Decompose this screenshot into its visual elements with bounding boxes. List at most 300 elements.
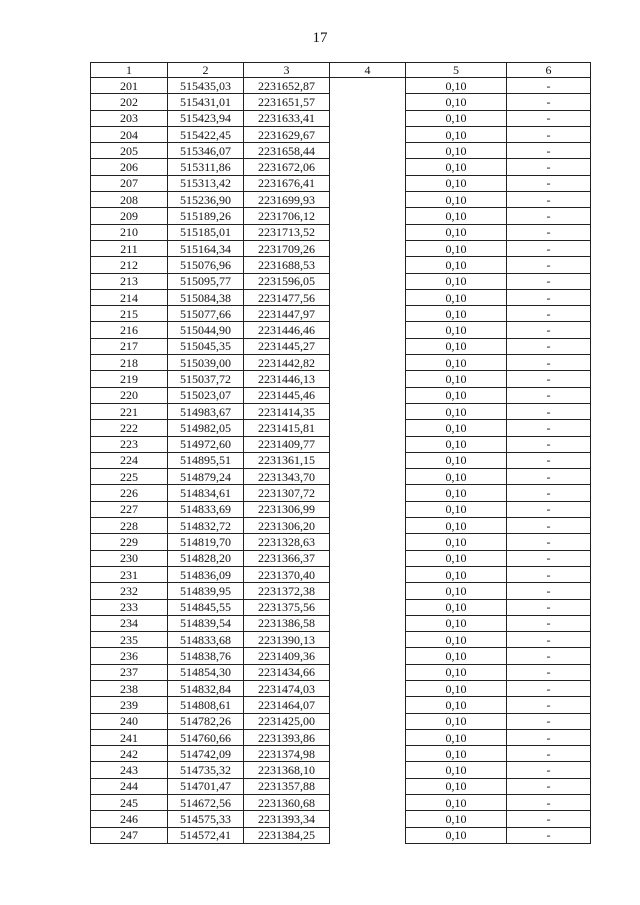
table-cell: 2231713,52 <box>244 224 330 240</box>
table-cell: 231 <box>91 566 168 582</box>
table-cell: 2231474,03 <box>244 680 330 696</box>
table-cell <box>330 680 406 696</box>
table-cell: 2231343,70 <box>244 469 330 485</box>
table-cell: 209 <box>91 208 168 224</box>
table-cell: 0,10 <box>406 436 507 452</box>
table-cell <box>330 355 406 371</box>
table-cell: 2231699,93 <box>244 192 330 208</box>
column-header: 1 <box>91 63 168 78</box>
table-cell: - <box>507 306 591 322</box>
table-cell: - <box>507 159 591 175</box>
table-row <box>91 322 591 338</box>
table-cell: 515039,00 <box>168 355 244 371</box>
table-cell: 225 <box>91 469 168 485</box>
table-cell: 515084,38 <box>168 289 244 305</box>
table-cell <box>330 501 406 517</box>
table-cell: 514879,24 <box>168 469 244 485</box>
table-cell: - <box>507 811 591 827</box>
column-header: 6 <box>507 63 591 78</box>
table-row <box>91 355 591 371</box>
table-cell: 0,10 <box>406 208 507 224</box>
table-row <box>91 175 591 191</box>
table-row <box>91 387 591 403</box>
table-cell: 210 <box>91 224 168 240</box>
table-cell <box>330 273 406 289</box>
table-cell: - <box>507 469 591 485</box>
table-cell: - <box>507 371 591 387</box>
table-cell: - <box>507 452 591 468</box>
table-cell: 0,10 <box>406 240 507 256</box>
table-cell: 2231477,56 <box>244 289 330 305</box>
table-cell: 219 <box>91 371 168 387</box>
table-cell: - <box>507 78 591 94</box>
table-cell: 514572,41 <box>168 827 244 843</box>
table-cell: 0,10 <box>406 664 507 680</box>
table-row <box>91 420 591 436</box>
table-cell: 202 <box>91 94 168 110</box>
table-cell: 2231386,58 <box>244 615 330 631</box>
table-cell: 211 <box>91 240 168 256</box>
table-row <box>91 338 591 354</box>
table-cell <box>330 192 406 208</box>
table-cell: 0,10 <box>406 224 507 240</box>
table-cell: 514701,47 <box>168 778 244 794</box>
table-cell: 206 <box>91 159 168 175</box>
table-cell: 2231464,07 <box>244 697 330 713</box>
table-body <box>91 78 591 844</box>
table-cell <box>330 403 406 419</box>
table-cell: 0,10 <box>406 762 507 778</box>
table-row <box>91 469 591 485</box>
table-cell: 514833,68 <box>168 632 244 648</box>
table-cell: 514834,61 <box>168 485 244 501</box>
table-row <box>91 713 591 729</box>
table-cell: 0,10 <box>406 795 507 811</box>
table-cell <box>330 632 406 648</box>
table-cell: 228 <box>91 518 168 534</box>
table-cell: 0,10 <box>406 566 507 582</box>
table-cell: 220 <box>91 387 168 403</box>
table-cell: - <box>507 615 591 631</box>
table-cell: 2231393,86 <box>244 729 330 745</box>
table-row <box>91 615 591 631</box>
table-cell: - <box>507 778 591 794</box>
table-cell <box>330 648 406 664</box>
table-cell <box>330 746 406 762</box>
table-cell: 514845,55 <box>168 599 244 615</box>
table-cell: 514838,76 <box>168 648 244 664</box>
table-row <box>91 94 591 110</box>
table-cell: 0,10 <box>406 469 507 485</box>
table-cell: 2231447,97 <box>244 306 330 322</box>
table-cell: 515045,35 <box>168 338 244 354</box>
table-cell: - <box>507 273 591 289</box>
table-row <box>91 778 591 794</box>
table-cell: 241 <box>91 729 168 745</box>
table-cell: 242 <box>91 746 168 762</box>
table-cell: - <box>507 746 591 762</box>
table-cell <box>330 78 406 94</box>
table-cell: 514735,32 <box>168 762 244 778</box>
table-cell: 212 <box>91 257 168 273</box>
table-row <box>91 159 591 175</box>
table-cell: 227 <box>91 501 168 517</box>
table-cell: 0,10 <box>406 518 507 534</box>
table-cell: 514839,95 <box>168 583 244 599</box>
table-cell: 514836,09 <box>168 566 244 582</box>
table-cell: 245 <box>91 795 168 811</box>
table-row <box>91 648 591 664</box>
table-cell: 207 <box>91 175 168 191</box>
table-cell: 2231366,37 <box>244 550 330 566</box>
table-cell <box>330 485 406 501</box>
table-cell <box>330 289 406 305</box>
table-cell: 0,10 <box>406 78 507 94</box>
table-cell: 0,10 <box>406 355 507 371</box>
table-cell: 0,10 <box>406 729 507 745</box>
table-cell: 0,10 <box>406 273 507 289</box>
table-cell <box>330 811 406 827</box>
table-cell: 229 <box>91 534 168 550</box>
table-row <box>91 126 591 142</box>
table-cell: 515236,90 <box>168 192 244 208</box>
table-row <box>91 192 591 208</box>
table-cell <box>330 420 406 436</box>
table-cell: 514828,20 <box>168 550 244 566</box>
table-cell <box>330 94 406 110</box>
table-cell: - <box>507 355 591 371</box>
table-cell: 2231633,41 <box>244 110 330 126</box>
table-cell: 0,10 <box>406 175 507 191</box>
table-cell: - <box>507 322 591 338</box>
table-cell: 226 <box>91 485 168 501</box>
table-cell <box>330 599 406 615</box>
table-cell: 514819,70 <box>168 534 244 550</box>
table-cell: - <box>507 583 591 599</box>
table-cell: 0,10 <box>406 746 507 762</box>
table-cell: 2231652,87 <box>244 78 330 94</box>
table-cell: 2231393,34 <box>244 811 330 827</box>
table-cell: 0,10 <box>406 289 507 305</box>
table-cell: - <box>507 713 591 729</box>
table-cell: - <box>507 648 591 664</box>
table-cell: 215 <box>91 306 168 322</box>
table-row <box>91 273 591 289</box>
table-cell: 515076,96 <box>168 257 244 273</box>
column-header: 2 <box>168 63 244 78</box>
column-header: 5 <box>406 63 507 78</box>
table-cell: 515023,07 <box>168 387 244 403</box>
table-cell: 514839,54 <box>168 615 244 631</box>
table-cell: - <box>507 338 591 354</box>
table-cell: - <box>507 680 591 696</box>
table-row <box>91 501 591 517</box>
table-row <box>91 403 591 419</box>
table-row <box>91 746 591 762</box>
table-cell: 515422,45 <box>168 126 244 142</box>
table-cell: 0,10 <box>406 143 507 159</box>
table-cell: 0,10 <box>406 371 507 387</box>
table-cell: 0,10 <box>406 110 507 126</box>
table-row <box>91 452 591 468</box>
table-row <box>91 811 591 827</box>
table-cell: 208 <box>91 192 168 208</box>
table-row <box>91 680 591 696</box>
table-cell: 244 <box>91 778 168 794</box>
table-cell: 0,10 <box>406 501 507 517</box>
table-cell <box>330 110 406 126</box>
table-cell: 515037,72 <box>168 371 244 387</box>
table-cell <box>330 615 406 631</box>
table-cell: 0,10 <box>406 648 507 664</box>
column-header: 4 <box>330 63 406 78</box>
table-row <box>91 583 591 599</box>
table-cell: 230 <box>91 550 168 566</box>
table-cell: 514833,69 <box>168 501 244 517</box>
table-row <box>91 371 591 387</box>
table-cell: 0,10 <box>406 403 507 419</box>
table-cell: 0,10 <box>406 778 507 794</box>
table-cell: 515423,94 <box>168 110 244 126</box>
table-cell: 0,10 <box>406 322 507 338</box>
table-cell: 0,10 <box>406 126 507 142</box>
table-cell: 2231374,98 <box>244 746 330 762</box>
table-cell: 2231375,56 <box>244 599 330 615</box>
table-row <box>91 306 591 322</box>
table-row <box>91 729 591 745</box>
table-cell: 2231368,10 <box>244 762 330 778</box>
table-row <box>91 518 591 534</box>
table-cell: 2231442,82 <box>244 355 330 371</box>
table-cell <box>330 387 406 403</box>
table-cell <box>330 827 406 843</box>
table-cell: 246 <box>91 811 168 827</box>
table-cell: 2231596,05 <box>244 273 330 289</box>
table-cell <box>330 452 406 468</box>
table-cell <box>330 795 406 811</box>
table-cell: 0,10 <box>406 94 507 110</box>
table-cell: 514808,61 <box>168 697 244 713</box>
table-cell: - <box>507 289 591 305</box>
table-cell: 515095,77 <box>168 273 244 289</box>
table-cell: 515313,42 <box>168 175 244 191</box>
table-row <box>91 224 591 240</box>
table-cell: 0,10 <box>406 257 507 273</box>
table-cell <box>330 729 406 745</box>
table-cell: - <box>507 762 591 778</box>
table-cell: 515346,07 <box>168 143 244 159</box>
table-cell: 2231372,38 <box>244 583 330 599</box>
table-cell: - <box>507 485 591 501</box>
table-cell: 2231390,13 <box>244 632 330 648</box>
table-cell: 247 <box>91 827 168 843</box>
table-cell: 0,10 <box>406 583 507 599</box>
table-cell: 203 <box>91 110 168 126</box>
table-cell: 515164,34 <box>168 240 244 256</box>
table-cell: 222 <box>91 420 168 436</box>
table-cell: 514760,66 <box>168 729 244 745</box>
table-cell <box>330 664 406 680</box>
table-cell: 2231446,13 <box>244 371 330 387</box>
table-cell: 2231425,00 <box>244 713 330 729</box>
table-row <box>91 485 591 501</box>
table-cell: 2231357,88 <box>244 778 330 794</box>
table-cell <box>330 175 406 191</box>
table-cell: 2231676,41 <box>244 175 330 191</box>
table-cell: 515044,90 <box>168 322 244 338</box>
table-row <box>91 289 591 305</box>
table-cell: 2231415,81 <box>244 420 330 436</box>
table-cell: 2231307,72 <box>244 485 330 501</box>
table-cell: - <box>507 664 591 680</box>
table-cell: - <box>507 697 591 713</box>
table-cell: - <box>507 94 591 110</box>
table-row <box>91 110 591 126</box>
table-cell <box>330 143 406 159</box>
table-cell: - <box>507 208 591 224</box>
table-row <box>91 632 591 648</box>
table-cell: 514672,56 <box>168 795 244 811</box>
table-cell: 2231445,46 <box>244 387 330 403</box>
table-row <box>91 436 591 452</box>
table-cell <box>330 224 406 240</box>
table-cell <box>330 778 406 794</box>
table-cell: - <box>507 175 591 191</box>
table-cell: - <box>507 257 591 273</box>
table-cell: 515185,01 <box>168 224 244 240</box>
table-cell: 514575,33 <box>168 811 244 827</box>
table-cell: 514972,60 <box>168 436 244 452</box>
table-cell: 214 <box>91 289 168 305</box>
table-cell: 2231360,68 <box>244 795 330 811</box>
table-cell: - <box>507 420 591 436</box>
table-cell: 0,10 <box>406 680 507 696</box>
table-cell: 0,10 <box>406 615 507 631</box>
table-cell: 235 <box>91 632 168 648</box>
table-cell: 217 <box>91 338 168 354</box>
table-cell <box>330 566 406 582</box>
table-cell: 0,10 <box>406 192 507 208</box>
table-cell: 237 <box>91 664 168 680</box>
table-cell: - <box>507 550 591 566</box>
table-cell: 515435,03 <box>168 78 244 94</box>
table-row <box>91 599 591 615</box>
table-cell: 0,10 <box>406 550 507 566</box>
table-cell: 224 <box>91 452 168 468</box>
table-cell: - <box>507 827 591 843</box>
table-cell: - <box>507 566 591 582</box>
table-cell: 2231688,53 <box>244 257 330 273</box>
table-cell: 514983,67 <box>168 403 244 419</box>
table-header-row <box>91 63 591 78</box>
table-cell <box>330 240 406 256</box>
table-cell: - <box>507 518 591 534</box>
table-cell <box>330 583 406 599</box>
table-cell: 221 <box>91 403 168 419</box>
table-cell: 514982,05 <box>168 420 244 436</box>
table-cell: - <box>507 436 591 452</box>
table-row <box>91 566 591 582</box>
table-row <box>91 240 591 256</box>
table-row <box>91 550 591 566</box>
table-cell: 236 <box>91 648 168 664</box>
table-cell: - <box>507 632 591 648</box>
table-cell <box>330 534 406 550</box>
table-cell: 0,10 <box>406 306 507 322</box>
table-cell: 2231361,15 <box>244 452 330 468</box>
table-cell: 201 <box>91 78 168 94</box>
table-cell: - <box>507 729 591 745</box>
table-cell: 232 <box>91 583 168 599</box>
table-row <box>91 143 591 159</box>
table-row <box>91 257 591 273</box>
table-cell <box>330 159 406 175</box>
table-cell: 218 <box>91 355 168 371</box>
table-cell: 2231445,27 <box>244 338 330 354</box>
table-cell: 2231328,63 <box>244 534 330 550</box>
table-cell: - <box>507 240 591 256</box>
table-cell <box>330 257 406 273</box>
table-cell: 0,10 <box>406 697 507 713</box>
table-cell: 2231672,06 <box>244 159 330 175</box>
table-cell: 2231370,40 <box>244 566 330 582</box>
page-number: 17 <box>312 30 328 46</box>
table-cell <box>330 469 406 485</box>
table-cell: 243 <box>91 762 168 778</box>
table-cell: 2231446,46 <box>244 322 330 338</box>
table-cell <box>330 697 406 713</box>
table-cell: 0,10 <box>406 632 507 648</box>
table-cell: - <box>507 501 591 517</box>
table-cell: 2231409,36 <box>244 648 330 664</box>
table-cell: 2231434,66 <box>244 664 330 680</box>
table-cell: 0,10 <box>406 534 507 550</box>
table-cell: - <box>507 126 591 142</box>
table-cell: 234 <box>91 615 168 631</box>
table-cell: 0,10 <box>406 452 507 468</box>
table-cell: 2231651,57 <box>244 94 330 110</box>
table-cell: - <box>507 403 591 419</box>
table-cell: 515189,26 <box>168 208 244 224</box>
table-cell <box>330 518 406 534</box>
table-cell: 2231706,12 <box>244 208 330 224</box>
table-cell: - <box>507 534 591 550</box>
table-cell: 514832,84 <box>168 680 244 696</box>
table-cell: 233 <box>91 599 168 615</box>
table-cell: 2231658,44 <box>244 143 330 159</box>
table-cell: 515311,86 <box>168 159 244 175</box>
table-cell <box>330 322 406 338</box>
table-row <box>91 664 591 680</box>
table-cell <box>330 436 406 452</box>
table-cell: 223 <box>91 436 168 452</box>
column-header: 3 <box>244 63 330 78</box>
table-row <box>91 697 591 713</box>
table-cell: 0,10 <box>406 827 507 843</box>
table-cell: 0,10 <box>406 599 507 615</box>
table-cell: 0,10 <box>406 811 507 827</box>
table-row <box>91 208 591 224</box>
table-cell: - <box>507 387 591 403</box>
table-cell: 2231709,26 <box>244 240 330 256</box>
table-cell: 514832,72 <box>168 518 244 534</box>
coordinates-table <box>90 62 591 844</box>
table-cell: 240 <box>91 713 168 729</box>
table-cell <box>330 126 406 142</box>
table-cell: 515431,01 <box>168 94 244 110</box>
table-cell <box>330 338 406 354</box>
table-cell <box>330 713 406 729</box>
